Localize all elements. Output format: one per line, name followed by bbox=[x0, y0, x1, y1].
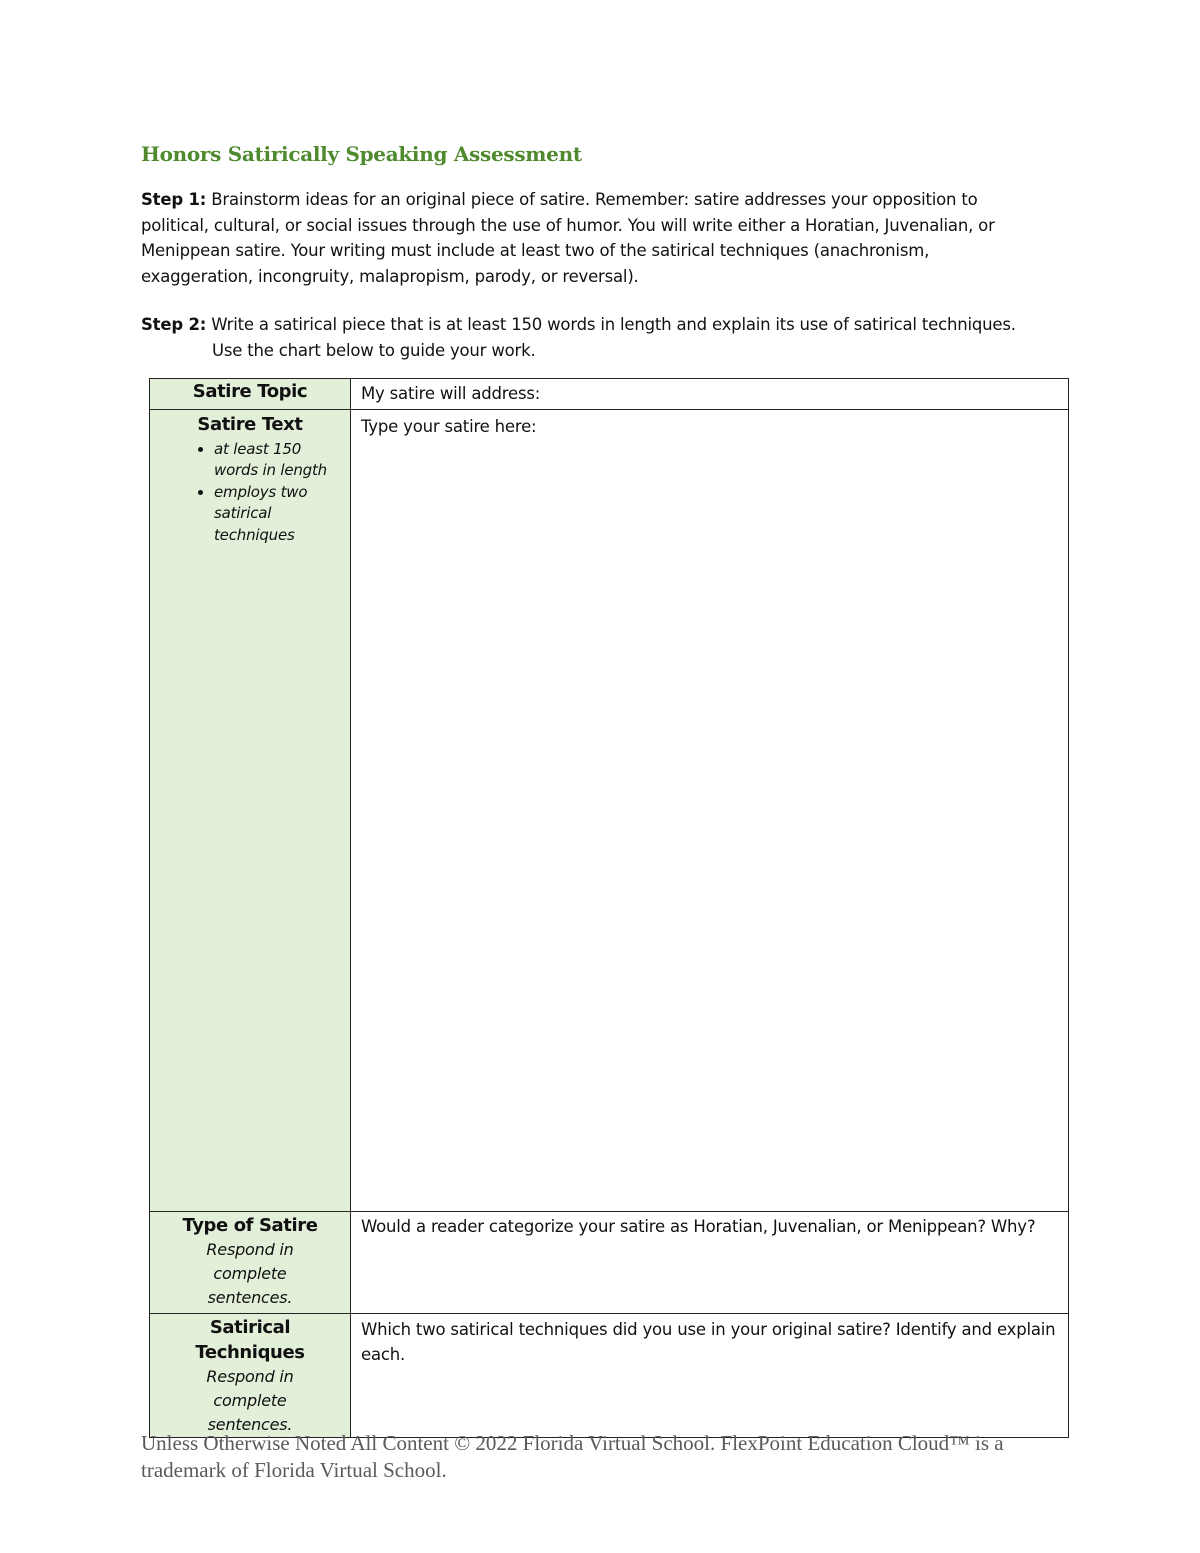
table-row-type-of-satire bbox=[150, 1211, 1069, 1313]
type-of-satire-prompt: Would a reader categorize your satire as Horatian, Juvenalian, or Menippean? Why? bbox=[361, 1216, 1036, 1236]
step-1-text: Brainstorm ideas for an original piece of satire. Remember: satire addresses your opposition to political, cultural, or social issues through the use of humor. You will write either a Horatian, Juvenalian, or Menippean satire. Your writing must include at least two of the satirical techniques (anachronism, exaggeration, incongruity, malapropism, parody, or reversal). bbox=[141, 190, 995, 286]
satire-topic-response-cell[interactable] bbox=[351, 379, 1069, 410]
satire-chart bbox=[149, 378, 1069, 1438]
step-2-instructions bbox=[141, 312, 1041, 363]
satire-topic-prompt: My satire will address: bbox=[361, 384, 541, 403]
step-2-text: Write a satirical piece that is at least 150 words in length and explain its use of satirical techniques. bbox=[211, 315, 1016, 334]
satire-text-heading: Satire Text bbox=[197, 413, 303, 435]
step-2-label: Step 2: bbox=[141, 315, 207, 334]
satirical-techniques-instruction: Respond in complete sentences. bbox=[206, 1366, 294, 1434]
satire-text-prompt: Type your satire here: bbox=[361, 416, 537, 436]
type-of-satire-instruction: Respond in complete sentences. bbox=[206, 1239, 294, 1307]
satirical-techniques-prompt: Which two satirical techniques did you use in your original satire? Identify and explain each. bbox=[361, 1319, 1056, 1364]
table-row-satire-topic bbox=[150, 379, 1069, 410]
satire-topic-heading: Satire Topic bbox=[192, 381, 308, 402]
satire-topic-header-cell bbox=[150, 379, 351, 410]
requirement-list-item: • at least 150 words in length bbox=[214, 439, 346, 482]
satire-text-header-cell bbox=[150, 409, 351, 1211]
step-2-text-continued: Use the chart below to guide your work. bbox=[212, 340, 536, 360]
satirical-techniques-response-cell[interactable] bbox=[351, 1313, 1069, 1437]
type-of-satire-heading: Type of Satire bbox=[182, 1214, 318, 1236]
requirement-list-item: • employs two satirical techniques bbox=[214, 482, 346, 547]
satirical-techniques-header-cell bbox=[150, 1313, 351, 1437]
type-of-satire-header-cell bbox=[150, 1211, 351, 1313]
satire-text-response-cell[interactable] bbox=[351, 409, 1069, 1211]
page-title: Honors Satirically Speaking Assessment bbox=[141, 142, 582, 166]
copyright-footer: Unless Otherwise Noted All Content © 2022 Florida Virtual School. FlexPoint Education Cloud™ is a trademark of Florida Virtual School. bbox=[141, 1431, 1004, 1482]
step-1-label: Step 1: bbox=[141, 190, 207, 209]
table-row-satire-text bbox=[150, 409, 1069, 1211]
satirical-techniques-heading: Satirical Techniques bbox=[195, 1316, 305, 1363]
step-1-instructions bbox=[141, 187, 1041, 289]
type-of-satire-response-cell[interactable] bbox=[351, 1211, 1069, 1313]
table-row-satirical-techniques bbox=[150, 1313, 1069, 1437]
satire-text-requirements bbox=[154, 439, 346, 547]
